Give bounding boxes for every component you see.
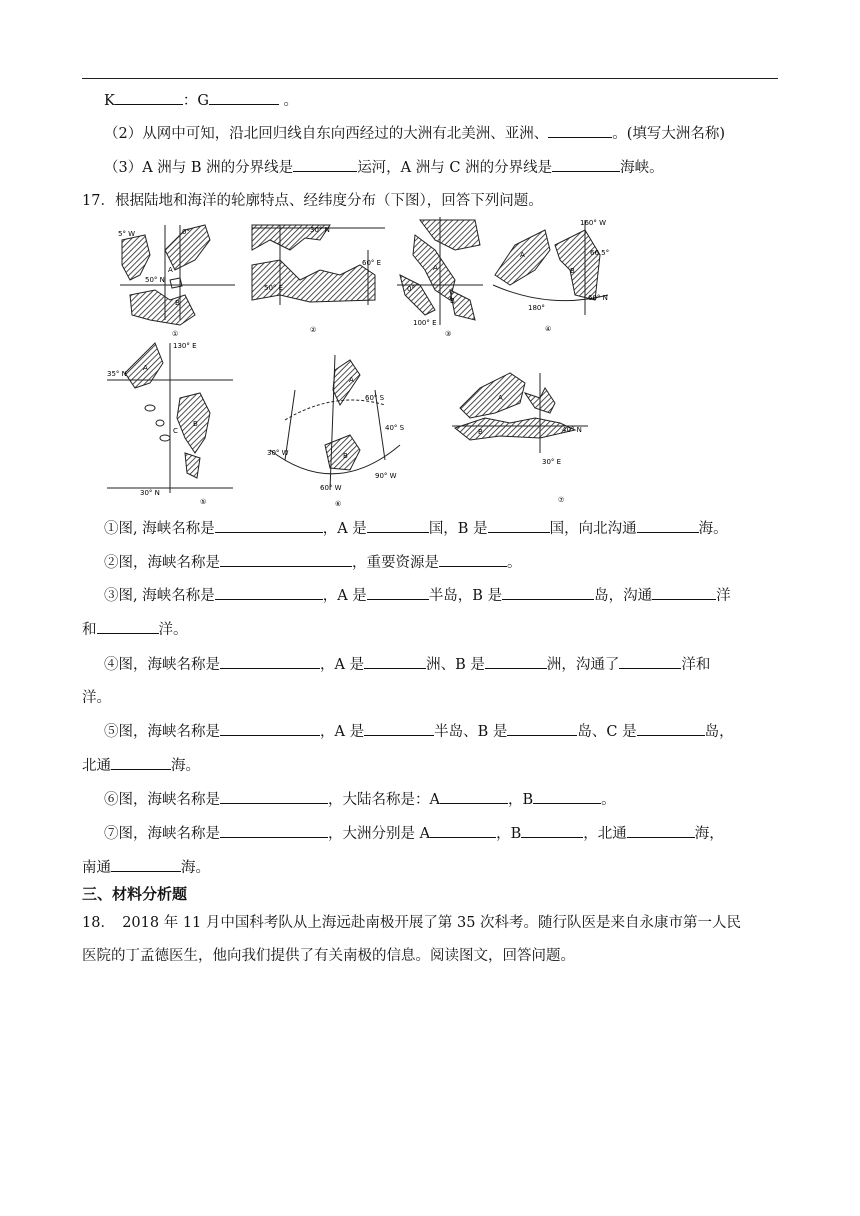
map6-label-5: A xyxy=(349,376,354,384)
map2-label-1: 60° E xyxy=(362,259,382,267)
map-4 xyxy=(490,215,610,340)
map-5 xyxy=(105,338,235,508)
item6-blank-2[interactable] xyxy=(440,789,508,804)
kg-fill-line: K ：G 。 xyxy=(104,90,804,112)
section-3-title: 三、材料分析题 xyxy=(82,885,188,903)
item-2: ②图，海峡名称是 ，重要资源是 。 xyxy=(104,552,804,574)
map7-label-3: B xyxy=(478,428,483,436)
map6-number: ⑥ xyxy=(335,500,342,508)
g-blank[interactable] xyxy=(209,90,279,105)
item-5-cont: 北通 海。 xyxy=(82,755,782,777)
map1-number: ① xyxy=(172,330,179,338)
item4-blank-2[interactable] xyxy=(364,654,426,669)
map1-label-1: 0° xyxy=(182,228,190,236)
item-4-cont: 洋。 xyxy=(82,690,111,706)
item-7-cont: 南通 海。 xyxy=(82,857,782,879)
q3-blank-2[interactable] xyxy=(552,157,620,172)
item7-blank-4[interactable] xyxy=(627,823,695,838)
item3-blank-3[interactable] xyxy=(502,585,594,600)
item5-blank-5[interactable] xyxy=(111,755,171,770)
k-blank[interactable] xyxy=(115,90,183,105)
map-1 xyxy=(110,220,245,345)
item-5: ⑤图，海峡名称是 ，A 是 半岛、B 是 岛、C 是 岛， xyxy=(104,721,804,743)
item1-blank-3[interactable] xyxy=(488,518,550,533)
question-18-line-1: 18． 2018 年 11 月中国科考队从上海远赴南极开展了第 35 次科考。随行队医是来自永康市第一人民 xyxy=(82,915,742,931)
map6-label-1: 40° S xyxy=(385,424,405,432)
map5-label-2: 30° N xyxy=(140,489,160,497)
question-2: （2）从网中可知，沿北回归线自东向西经过的大洲有北美洲、亚洲、 。(填写大洲名称) xyxy=(104,123,804,145)
item-7: ⑦图，海峡名称是 ，大洲分别是 A ，B ，北通 海， xyxy=(104,823,804,845)
map1-label-4: B xyxy=(175,299,180,307)
item3-blank-5[interactable] xyxy=(97,619,159,634)
item5-blank-2[interactable] xyxy=(364,721,434,736)
map4-label-4: A xyxy=(520,251,525,259)
item4-blank-4[interactable] xyxy=(619,654,681,669)
item-1: ①图, 海峡名称是 ，A 是 国，B 是 国，向北沟通 海。 xyxy=(104,518,804,540)
item1-blank-1[interactable] xyxy=(215,518,323,533)
map7-label-2: A xyxy=(498,394,503,402)
item-4: ④图，海峡名称是 ，A 是 洲、B 是 洲，沟通了 洋和 xyxy=(104,654,804,676)
map7-label-1: 30° E xyxy=(542,458,562,466)
item2-blank-2[interactable] xyxy=(439,552,507,567)
question-17-stem: 17．根据陆地和海洋的轮廓特点、经纬度分布（下图），回答下列问题。 xyxy=(82,193,543,209)
map3-label-0: A xyxy=(433,264,438,272)
map7-number: ⑦ xyxy=(558,496,565,504)
map1-label-0: 5° W xyxy=(118,230,136,238)
map4-label-2: 60° N xyxy=(588,294,608,302)
map3-label-3: 100° E xyxy=(413,319,437,327)
header-rule xyxy=(82,78,778,79)
item6-blank-3[interactable] xyxy=(533,789,601,804)
map5-label-5: C xyxy=(173,427,178,435)
map5-label-1: 35° N xyxy=(107,370,127,378)
map2-number: ② xyxy=(310,326,317,334)
map2-label-2: 50° E xyxy=(264,284,284,292)
item4-blank-3[interactable] xyxy=(485,654,547,669)
q2-blank[interactable] xyxy=(548,123,612,138)
map6-label-6: B xyxy=(343,452,348,460)
map5-label-3: A xyxy=(143,364,148,372)
map1-label-2: 50° N xyxy=(145,276,165,284)
q3-blank-1[interactable] xyxy=(293,157,357,172)
item5-blank-4[interactable] xyxy=(637,721,705,736)
item3-blank-2[interactable] xyxy=(367,585,429,600)
item7-blank-2[interactable] xyxy=(430,823,496,838)
map-7 xyxy=(450,368,590,508)
item2-blank-1[interactable] xyxy=(220,552,352,567)
map4-label-1: 66.5° xyxy=(590,249,610,257)
map7-label-0: 40° N xyxy=(562,426,582,434)
item-6: ⑥图，海峡名称是 ，大陆名称是：A ，B 。 xyxy=(104,789,804,811)
map5-label-4: B xyxy=(193,420,198,428)
map3-number: ③ xyxy=(445,330,452,338)
map3-label-1: B xyxy=(450,297,455,305)
item6-blank-1[interactable] xyxy=(220,789,328,804)
k-label: K xyxy=(104,93,115,109)
map4-label-3: 180° xyxy=(528,304,545,312)
map4-number: ④ xyxy=(545,325,552,333)
item1-blank-2[interactable] xyxy=(367,518,429,533)
map3-label-2: 0° xyxy=(407,285,415,293)
item7-blank-3[interactable] xyxy=(521,823,583,838)
item-3-cont: 和 洋。 xyxy=(82,619,782,641)
map5-number: ⑤ xyxy=(200,498,207,506)
item5-blank-3[interactable] xyxy=(507,721,577,736)
question-3: （3）A 洲与 B 洲的分界线是 运河，A 洲与 C 洲的分界线是 海峡。 xyxy=(104,157,804,179)
map-3 xyxy=(395,215,485,340)
question-18-line-2: 医院的丁孟德医生，他向我们提供了有关南极的信息。阅读图文，回答问题。 xyxy=(82,948,575,964)
map-6 xyxy=(265,350,410,510)
item7-blank-1[interactable] xyxy=(220,823,328,838)
map5-label-0: 130° E xyxy=(173,342,197,350)
item3-blank-1[interactable] xyxy=(215,585,323,600)
map6-label-4: 90° W xyxy=(375,472,397,480)
map1-label-3: A xyxy=(168,266,173,274)
map4-label-0: 160° W xyxy=(580,219,607,227)
map6-label-3: 60° W xyxy=(320,484,342,492)
item5-blank-1[interactable] xyxy=(220,721,320,736)
map4-label-5: B xyxy=(570,267,575,275)
map6-label-0: 60° S xyxy=(365,394,385,402)
item4-blank-1[interactable] xyxy=(220,654,320,669)
item-3: ③图, 海峡名称是 ，A 是 半岛，B 是 岛，沟通 洋 xyxy=(104,585,804,607)
g-label: ：G xyxy=(182,93,209,109)
item7-blank-5[interactable] xyxy=(111,857,181,872)
item3-blank-4[interactable] xyxy=(652,585,716,600)
map2-label-0: 30° N xyxy=(310,226,330,234)
map-2 xyxy=(250,220,390,340)
map6-label-2: 30° W xyxy=(267,449,289,457)
item1-blank-4[interactable] xyxy=(637,518,699,533)
